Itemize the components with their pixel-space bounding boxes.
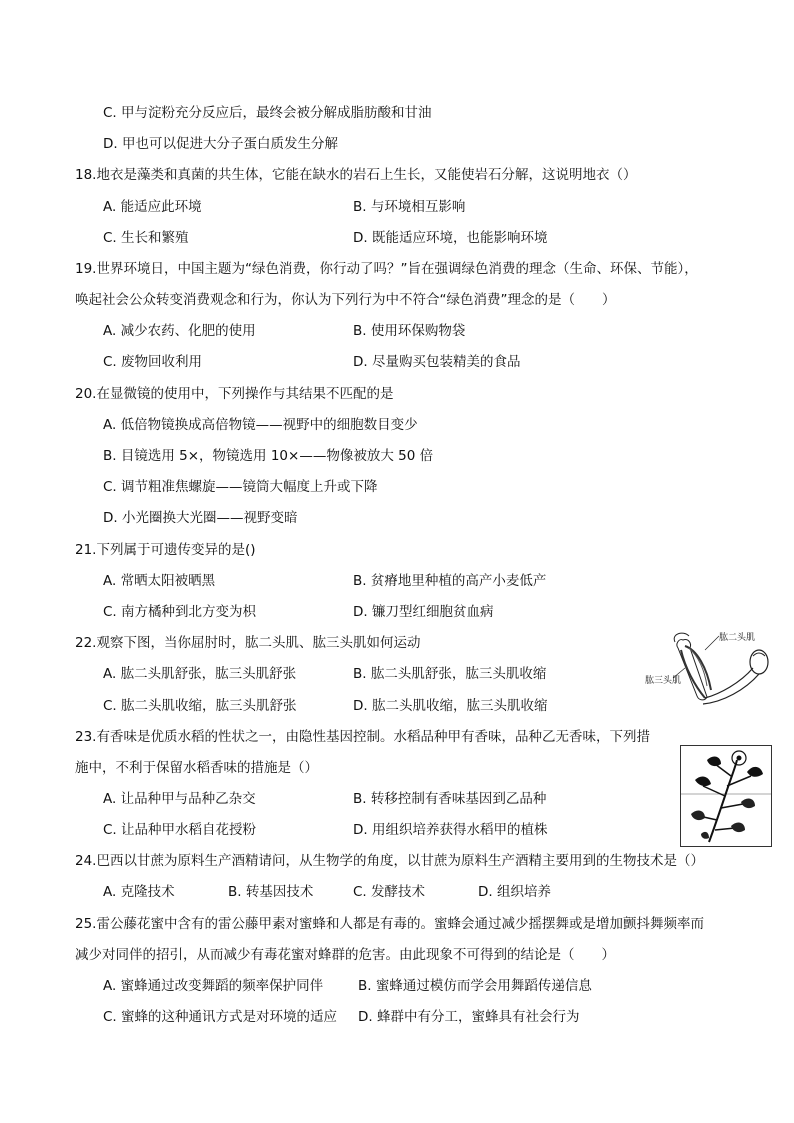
q20-option-a: A. 低倍物镜换成高倍物镜——视野中的细胞数目变少 bbox=[103, 417, 418, 433]
q22-option-a: A. 肱二头肌舒张，肱三头肌舒张 bbox=[103, 666, 297, 682]
triceps-label: 肱三头肌 bbox=[645, 676, 682, 686]
q24-option-d: D. 组织培养 bbox=[478, 884, 551, 900]
q25-option-d: D. 蜂群中有分工，蜜蜂具有社会行为 bbox=[358, 1009, 580, 1025]
q23-option-c: C. 让品种甲水稻自花授粉 bbox=[103, 822, 257, 838]
q25-option-c: C. 蜜蜂的这种通讯方式是对环境的适应 bbox=[103, 1009, 338, 1025]
q24-option-c: C. 发酵技术 bbox=[353, 884, 426, 900]
q23-stem-line2: 施中，不利于保留水稻香味的措施是（） bbox=[75, 760, 318, 776]
q20-option-c: C. 调节粗准焦螺旋——镜筒大幅度上升或下降 bbox=[103, 479, 378, 495]
q23-option-d: D. 用组织培养获得水稻甲的植株 bbox=[353, 822, 548, 838]
arm-muscle-figure bbox=[645, 628, 775, 710]
q19-option-b: B. 使用环保购物袋 bbox=[353, 323, 466, 339]
q21-stem: 21.下列属于可遗传变异的是() bbox=[75, 542, 256, 558]
arm-muscle-drawing bbox=[645, 628, 775, 710]
q22-option-c: C. 肱二头肌收缩，肱三头肌舒张 bbox=[103, 698, 297, 714]
q24-stem: 24.巴西以甘蔗为原料生产酒精请问，从生物学的角度，以甘蔗为原料生产酒精主要用到的生物技术是（） bbox=[75, 853, 704, 869]
q19-stem-line2: 唤起社会公众转变消费观念和行为，你认为下列行为中不符合“绿色消费”理念的是（ ） bbox=[75, 292, 616, 308]
q21-option-c: C. 南方橘种到北方变为枳 bbox=[103, 604, 257, 620]
q19-option-d: D. 尽量购买包装精美的食品 bbox=[353, 354, 521, 370]
q23-stem-line1: 23.有香味是优质水稻的性状之一，由隐性基因控制。水稻品种甲有香味，品种乙无香味，下列措 bbox=[75, 729, 650, 745]
q18-option-c: C. 生长和繁殖 bbox=[103, 230, 189, 246]
q21-option-d: D. 镰刀型红细胞贫血病 bbox=[353, 604, 494, 620]
q18-option-d: D. 既能适应环境，也能影响环境 bbox=[353, 230, 548, 246]
q23-option-b: B. 转移控制有香味基因到乙品种 bbox=[353, 791, 547, 807]
q22-option-d: D. 肱二头肌收缩，肱三头肌收缩 bbox=[353, 698, 548, 714]
q19-option-c: C. 废物回收利用 bbox=[103, 354, 203, 370]
q25-option-b: B. 蜜蜂通过模仿而学会用舞蹈传递信息 bbox=[358, 978, 592, 994]
plant-drawing bbox=[681, 746, 771, 846]
q17-option-d: D. 甲也可以促进大分子蛋白质发生分解 bbox=[103, 136, 338, 152]
q23-option-a: A. 让品种甲与品种乙杂交 bbox=[103, 791, 256, 807]
q21-option-b: B. 贫瘠地里种植的高产小麦低产 bbox=[353, 573, 547, 589]
q24-option-a: A. 克隆技术 bbox=[103, 884, 175, 900]
q19-stem-line1: 19.世界环境日，中国主题为“绿色消费，你行动了吗？”旨在强调绿色消费的理念（生命、环保、节能）， bbox=[75, 261, 698, 277]
q20-option-d: D. 小光圈换大光圈——视野变暗 bbox=[103, 510, 298, 526]
q18-option-b: B. 与环境相互影响 bbox=[353, 199, 466, 215]
q18-option-a: A. 能适应此环境 bbox=[103, 199, 202, 215]
plant-figure bbox=[680, 745, 772, 847]
q22-option-b: B. 肱二头肌舒张，肱三头肌收缩 bbox=[353, 666, 547, 682]
q18-stem: 18.地衣是藻类和真菌的共生体，它能在缺水的岩石上生长，又能使岩石分解，这说明地衣（） bbox=[75, 167, 637, 183]
q25-stem-line1: 25.雷公藤花蜜中含有的雷公藤甲素对蜜蜂和人都是有毒的。蜜蜂会通过减少摇摆舞或是增加颤抖舞频率而 bbox=[75, 916, 704, 932]
biceps-label: 肱二头肌 bbox=[719, 633, 756, 643]
q24-option-b: B. 转基因技术 bbox=[228, 884, 314, 900]
q19-option-a: A. 减少农药、化肥的使用 bbox=[103, 323, 256, 339]
q22-stem: 22.观察下图，当你屈肘时，肱二头肌、肱三头肌如何运动 bbox=[75, 635, 421, 651]
q17-option-c: C. 甲与淀粉充分反应后，最终会被分解成脂肪酸和甘油 bbox=[103, 105, 432, 121]
q20-option-b: B. 目镜选用 5×，物镜选用 10×——物像被放大 50 倍 bbox=[103, 448, 434, 464]
q20-stem: 20.在显微镜的使用中，下列操作与其结果不匹配的是 bbox=[75, 386, 394, 402]
q25-stem-line2: 减少对同伴的招引，从而减少有毒花蜜对蜂群的危害。由此现象不可得到的结论是（ ） bbox=[75, 947, 615, 963]
q25-option-a: A. 蜜蜂通过改变舞蹈的频率保护同伴 bbox=[103, 978, 324, 994]
q21-option-a: A. 常晒太阳被晒黑 bbox=[103, 573, 216, 589]
